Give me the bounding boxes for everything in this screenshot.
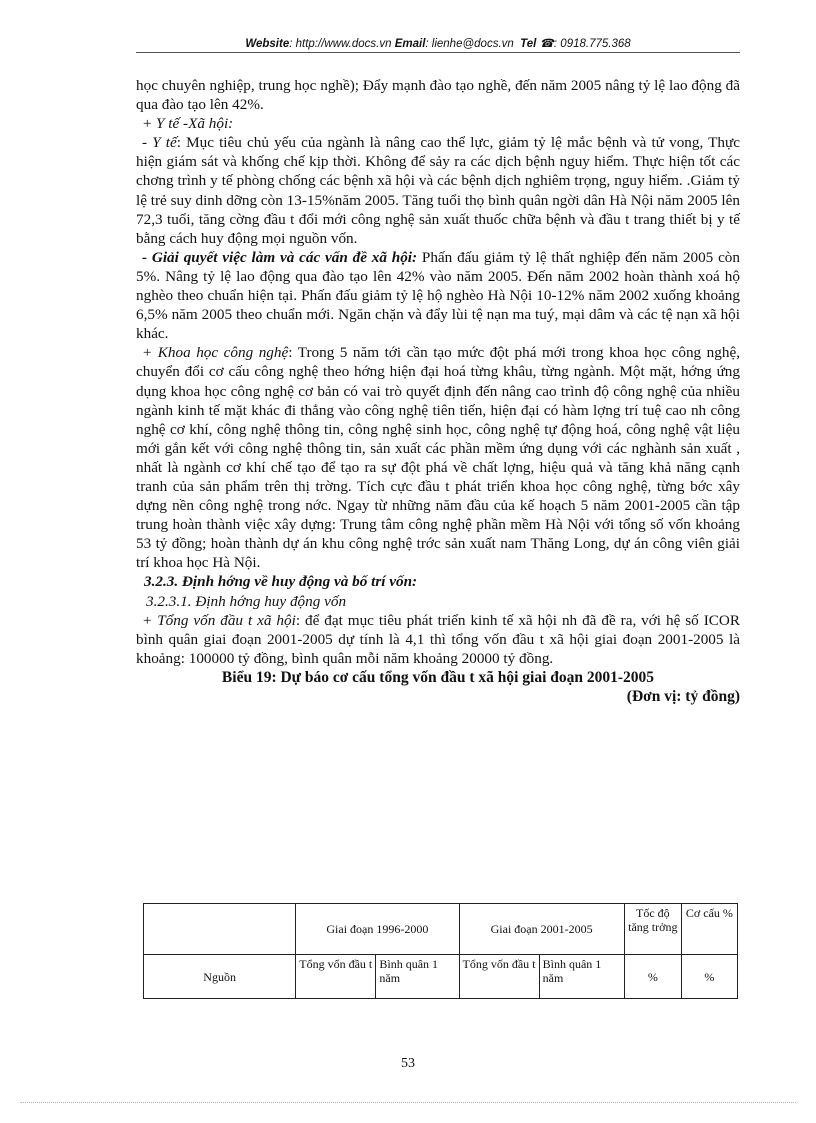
website-label: Website [245, 38, 290, 50]
paragraph-science [136, 343, 740, 572]
page-header [136, 36, 740, 50]
science-text: : Trong 5 năm tới cần tạo mức đột phá mới trong khoa học công nghệ, chuyển đổi cơ cấu công nghệ theo hớng hiện đại hoá từng khâu, từng ngành. Một mặt, hớng ứng dụng khoa học công nghệ cơ bản có vai trò quyết định đến nâng cao trình độ công nghệ của nhiều ngành kinh tế mặt khác đi thẳng vào công nghệ tiên tiến, hiện đại có hàm lợng trí tuệ cao nh công nghệ cơ khí, công nghệ thông tin, công nghệ sinh học, công nghệ tự động hoá, công nghệ vật liệu mới gắn kết với công nghệ thông tin, sản xuất các phần mềm ứng dụng với các nghành sản xuất , nhất là ngành cơ khí chế tạo để tạo ra sự đột phá về chất lợng, hiệu quả và tăng khả năng cạnh tranh của sản phẩm trên thị trờng. Tích cực đầu t phát triển khoa học công nghệ, từng bớc xây dựng nền công nghệ trong nớc. Ngay từ những năm đầu của kế hoạch 5 năm 2001-2005 cần tập trung hoàn thành việc xây dựng: Trung tâm công nghệ phần mềm Hà Nội với tổng số vốn khoảng 53 tỷ đồng; hoàn thành dự án khu công nghệ trớc sản xuất nam Thăng Long, dự án công viên giải trí khoa học Hà Nội. [136, 344, 740, 572]
tel-value: : 0918.775.368 [553, 38, 631, 50]
table-header-avg1: Bình quân 1 năm [376, 955, 459, 999]
table-header-structure: Cơ cấu % [681, 904, 737, 955]
table-header-total1: Tổng vốn đầu t [296, 955, 376, 999]
total-capital-text: : để đạt mục tiêu phát triển kinh tế xã hội nh đã đề ra, với hệ số ICOR bình quân giai đoạn 2001-2005 dự tính là 4,1 thì tổng vốn đầu t xã hội giai đoạn 2001-2005 là khoảng: 100000 tỷ đồng, bình quân mỗi năm khoảng 20000 tỷ đồng. [136, 611, 740, 667]
yte-title-text: + Y tế -Xã hội: [142, 115, 234, 133]
email-value: : lienhe@docs.vn [425, 38, 514, 50]
table-header-pct1: % [624, 955, 681, 999]
table-header-total2: Tổng vốn đầu t [459, 955, 539, 999]
table-row [144, 955, 738, 999]
page-number: 53 [401, 1056, 415, 1071]
table-header-period1: Giai đoạn 1996-2000 [296, 904, 459, 955]
yte-label: - Y tế [142, 134, 177, 152]
capital-structure-table [143, 903, 738, 999]
section-yte-title [136, 114, 740, 133]
paragraph-training: học chuyên nghiệp, trung học nghề); Đẩy mạnh đào tạo nghề, đến năm 2005 nâng tỷ lệ lao động đã qua đào tạo lên 42%. [136, 77, 740, 114]
heading-3-2-3: 3.2.3. Định hớng về huy động và bố trí vốn: [144, 573, 418, 591]
paragraph-total-capital [136, 611, 740, 668]
table-cell-empty [144, 904, 296, 955]
phone-icon: ☎ [539, 38, 554, 50]
document-body [136, 76, 740, 706]
yte-text: : Mục tiêu chủ yếu của ngành là nâng cao thể lực, giảm tỷ lệ mắc bệnh và tử vong, Thực hiện giám sát và khống chế kịp thời. Không để sảy ra các dịch bệnh nguy hiểm. Thực hiện tốt các chơng trình y tế phòng chống các bệnh xã hội và các bệnh dịch nghiêm trọng, nguy hiểm. .Giảm tỷ lệ trẻ suy dinh dỡng còn 13-15%năm 2005. Tăng tuổi thọ bình quân ngời dân Hà Nội năm 2005 lên 72,3 tuổi, tăng cờng đầu t đổi mới công nghệ sản xuất thuốc chữa bệnh và đầu t trang thiết bị y tế bằng cách huy động mọi nguồn vốn. [136, 134, 741, 247]
header-divider [136, 52, 740, 53]
table-header-period2: Giai đoạn 2001-2005 [459, 904, 624, 955]
science-label: + Khoa học công nghệ [142, 344, 289, 362]
heading-3-2-3-1: 3.2.3.1. Định hớng huy động vốn [146, 592, 347, 610]
table-header-source: Nguồn [144, 955, 296, 999]
table-header-pct2: % [681, 955, 737, 999]
footer-divider [20, 1102, 796, 1103]
email-label: Email [394, 38, 426, 50]
employment-label: - Giải quyết việc làm và các vấn đề xã hội: [142, 248, 418, 266]
table-caption: Biểu 19: Dự báo cơ cấu tổng vốn đầu t xã hội giai đoạn 2001-2005 [221, 668, 655, 686]
table-header-avg2: Bình quân 1 năm [539, 955, 624, 999]
paragraph-employment [136, 248, 740, 343]
employment-text: Phấn đấu giảm tỷ lệ thất nghiệp đến năm 2005 còn 5%. Nâng tỷ lệ lao động qua đào tạo lên 42% vào năm 2005. Đến năm 2002 hoàn thành xoá hộ nghèo theo chuẩn hiện tại. Phấn đấu giảm tỷ lệ hộ nghèo Hà Nội 10-12% năm 2002 xuống khoảng 6,5% năm 2005 theo chuẩn mới. Ngăn chặn và đẩy lùi tệ nạn ma tuý, mại dâm và các tệ nạn xã hội khác. [136, 248, 740, 343]
total-capital-label: + Tổng vốn đầu t xã hội [142, 611, 296, 629]
website-value: : http://www.docs.vn [289, 38, 392, 50]
paragraph-yte [136, 133, 740, 248]
table-row [144, 904, 738, 955]
tel-label: Tel [520, 38, 537, 50]
table-header-growth: Tốc độ tăng trởng [624, 904, 681, 955]
table-unit: (Đơn vị: tỷ đồng) [626, 688, 740, 705]
